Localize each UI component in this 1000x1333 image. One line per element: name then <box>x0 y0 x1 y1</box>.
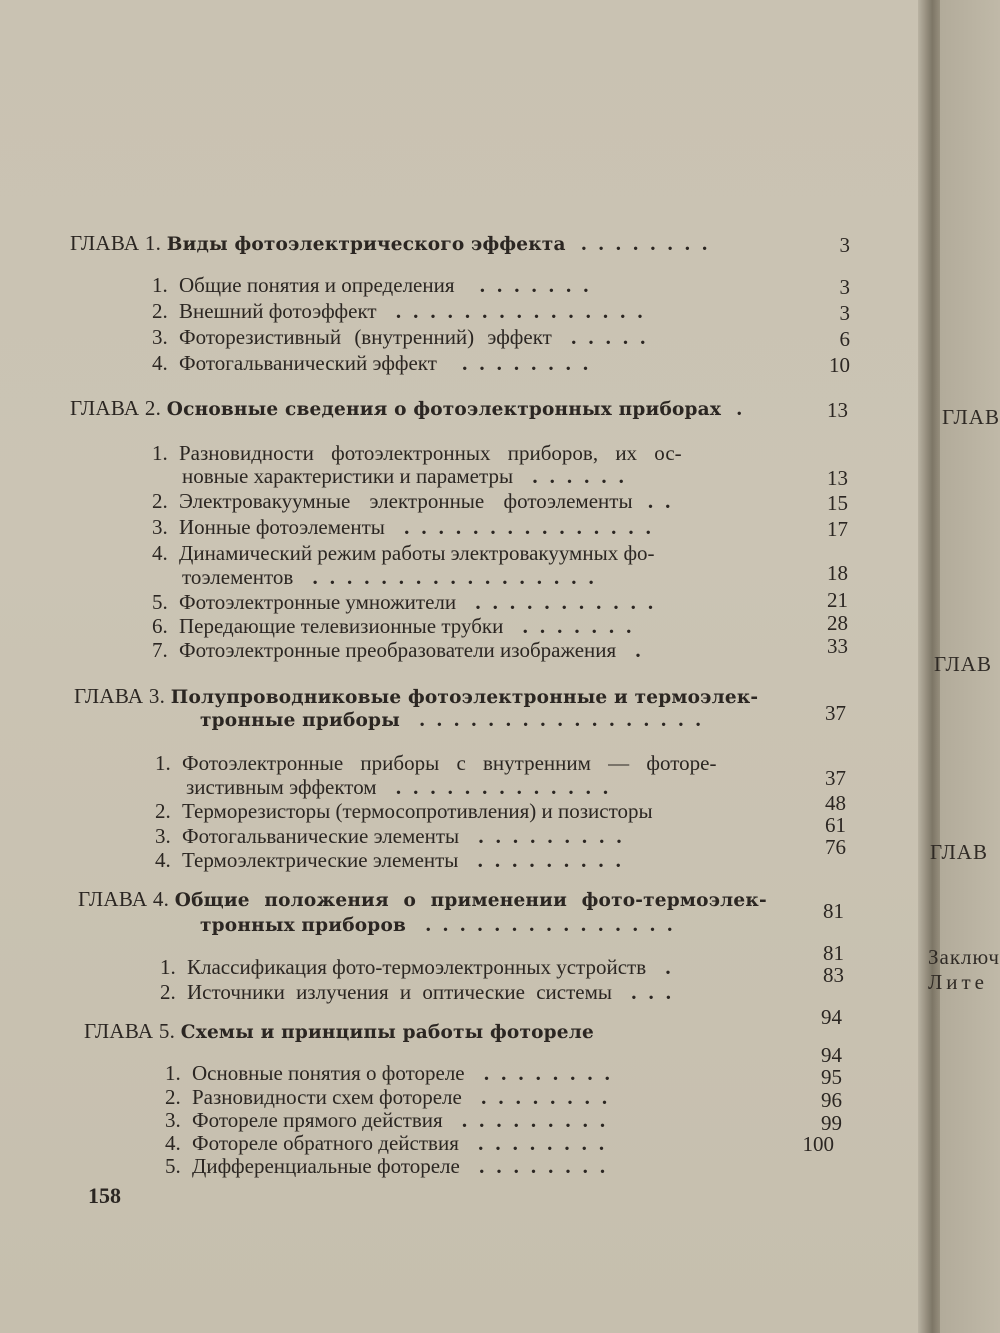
page-number: 48 <box>825 791 846 815</box>
page-number: 13 <box>827 398 848 422</box>
page-number: 10 <box>829 353 850 377</box>
page-number: 96 <box>821 1088 842 1112</box>
section-entry: 2. Электровакуумные электронные фотоэлементы .. <box>152 489 683 513</box>
chapter-title: Основные сведения о фотоэлектронных приборах <box>166 399 722 420</box>
section-entry: 6. Передающие телевизионные трубки ....... <box>152 614 644 638</box>
chapter-3-heading-continuation: тронные приборы ................. <box>200 707 713 731</box>
page-number: 17 <box>827 517 848 541</box>
chapter-title: Полупроводниковые фотоэлектронные и термоэлек- <box>170 687 759 708</box>
section-title: Классификация фото-термоэлектронных устройств <box>187 955 647 979</box>
page-number: 18 <box>827 561 848 585</box>
section-title: Передающие телевизионные трубки <box>179 614 504 638</box>
page-number: 3 <box>839 301 850 325</box>
section-entry: 2. Источники излучения и оптические системы ... <box>160 980 684 1004</box>
section-title: зистивным эффектом <box>186 775 377 799</box>
section-title: Динамический режим работы электровакуумных фо- <box>179 541 655 565</box>
section-title: Дифференциальные фотореле <box>192 1154 460 1178</box>
right-page-fragment: Заключ <box>928 945 1000 969</box>
chapter-2-heading: ГЛАВА 2. Основные сведения о фотоэлектронных приборах . <box>70 396 754 420</box>
section-entry: 4. Фотореле обратного действия ........ <box>165 1131 617 1155</box>
section-entry: 3. Фотореле прямого действия ......... <box>165 1108 618 1132</box>
section-title: Электровакуумные электронные фотоэлементы <box>179 489 633 513</box>
page-number: 99 <box>821 1111 842 1135</box>
chapter-label: ГЛАВА 4. <box>78 887 170 911</box>
page-number: 13 <box>827 466 848 490</box>
section-continuation: тоэлементов ................. <box>182 565 606 589</box>
page-folio: 158 <box>88 1183 121 1208</box>
page-number: 3 <box>839 275 850 299</box>
chapter-title: тронных приборов <box>200 915 407 936</box>
section-title: Фотогальванические элементы <box>182 824 460 848</box>
chapter-title: Общие положения о применении фото-термоэлек- <box>174 890 767 911</box>
chapter-title: тронные приборы <box>200 710 400 731</box>
page-number: 37 <box>825 766 846 790</box>
page-number: 37 <box>825 701 846 725</box>
section-title: Фотореле прямого действия <box>192 1108 443 1132</box>
right-page-fragment: ГЛАВ <box>934 652 992 676</box>
section-title: тоэлементов <box>182 565 294 589</box>
section-title: Фотоэлектронные приборы с внутренним — фоторе- <box>182 751 717 775</box>
section-entry: 1. Классификация фото-термоэлектронных устройств . <box>160 955 683 979</box>
chapter-title: Схемы и принципы работы фотореле <box>180 1022 594 1043</box>
section-entry: 3. Ионные фотоэлементы ............... <box>152 515 663 539</box>
section-entry: 1. Разновидности фотоэлектронных приборов, их ос- <box>152 441 682 465</box>
page-number: 6 <box>839 327 850 351</box>
section-entry: 4. Термоэлектрические элементы ......... <box>155 848 633 872</box>
page-number: 81 <box>823 941 844 965</box>
section-title: Основные понятия о фотореле <box>192 1061 465 1085</box>
section-continuation: новные характеристики и параметры ...... <box>182 464 636 488</box>
section-title: Фотоэлектронные преобразователи изображения <box>179 638 617 662</box>
right-page-fragment: ГЛАВ <box>930 840 988 864</box>
chapter-4-heading <box>78 886 767 912</box>
page-number: 28 <box>827 611 848 635</box>
section-title: Внешний фотоэффект <box>179 299 377 323</box>
section-entry: 5. Дифференциальные фотореле ........ <box>165 1154 618 1178</box>
page-number: 61 <box>825 813 846 837</box>
section-title: Общие понятия и определения <box>179 273 455 297</box>
section-continuation: зистивным эффектом ............. <box>186 775 621 799</box>
page-number: 33 <box>827 634 848 658</box>
section-entry: 1. Основные понятия о фотореле ........ <box>165 1061 622 1085</box>
section-title: Ионные фотоэлементы <box>179 515 385 539</box>
page-number: 95 <box>821 1065 842 1089</box>
page-number: 76 <box>825 835 846 859</box>
page-number: 94 <box>821 1005 842 1029</box>
section-entry: 3. Фотогальванические элементы ......... <box>155 824 634 848</box>
section-title: Разновидности фотоэлектронных приборов, их ос- <box>179 441 682 465</box>
chapter-label: ГЛАВА 2. <box>70 396 162 420</box>
section-entry: 4. Фотогальванический эффект ........ <box>152 351 601 375</box>
section-title: Фоторезистивный (внутренний) эффект <box>179 325 552 349</box>
page-number: 83 <box>823 963 844 987</box>
section-entry: 2. Терморезисторы (термосопротивления) и позисторы <box>155 799 653 823</box>
chapter-label: ГЛАВА 5. <box>84 1019 176 1043</box>
chapter-title: Виды фотоэлектрического эффекта <box>166 234 566 255</box>
right-page <box>928 0 1000 1333</box>
page-number: 81 <box>823 899 844 923</box>
section-entry: 5. Фотоэлектронные умножители ........... <box>152 590 666 614</box>
page-number: 15 <box>827 491 848 515</box>
section-entry: 2. Внешний фотоэффект ............... <box>152 299 655 323</box>
section-title: Источники излучения и оптические системы <box>187 980 613 1004</box>
section-entry: 1. Фотоэлектронные приборы с внутренним — фоторе- <box>155 751 717 775</box>
section-entry: 1. Общие понятия и определения ....... <box>152 273 601 297</box>
chapter-label: ГЛАВА 3. <box>74 684 166 708</box>
section-entry: 4. Динамический режим работы электровакуумных фо- <box>152 541 655 565</box>
section-title: Фотореле обратного действия <box>192 1131 459 1155</box>
section-title: Фотоэлектронные умножители <box>179 590 457 614</box>
right-page-fragment: Лите <box>928 970 988 994</box>
chapter-1-heading: ГЛАВА 1. Виды фотоэлектрического эффекта ........ <box>70 231 720 255</box>
section-entry: 3. Фоторезистивный (внутренний) эффект ..... <box>152 325 658 349</box>
right-page-fragment: ГЛАВ <box>942 405 1000 429</box>
page-number: 100 <box>802 1132 834 1156</box>
page-number: 3 <box>839 233 850 257</box>
section-entry: 2. Разновидности схем фотореле ........ <box>165 1085 620 1109</box>
chapter-5-heading <box>84 1018 594 1044</box>
chapter-4-heading-continuation: тронных приборов ............... <box>200 912 685 936</box>
page-number: 94 <box>821 1043 842 1067</box>
section-title: Разновидности схем фотореле <box>192 1085 462 1109</box>
chapter-label: ГЛАВА 1. <box>70 231 162 255</box>
section-title: новные характеристики и параметры <box>182 464 514 488</box>
section-title: Термоэлектрические элементы <box>182 848 459 872</box>
section-entry: 7. Фотоэлектронные преобразователи изображения . <box>152 638 653 662</box>
page-number: 21 <box>827 588 848 612</box>
section-title: Фотогальванический эффект <box>179 351 437 375</box>
section-title: Терморезисторы (термосопротивления) и позисторы <box>182 799 653 823</box>
